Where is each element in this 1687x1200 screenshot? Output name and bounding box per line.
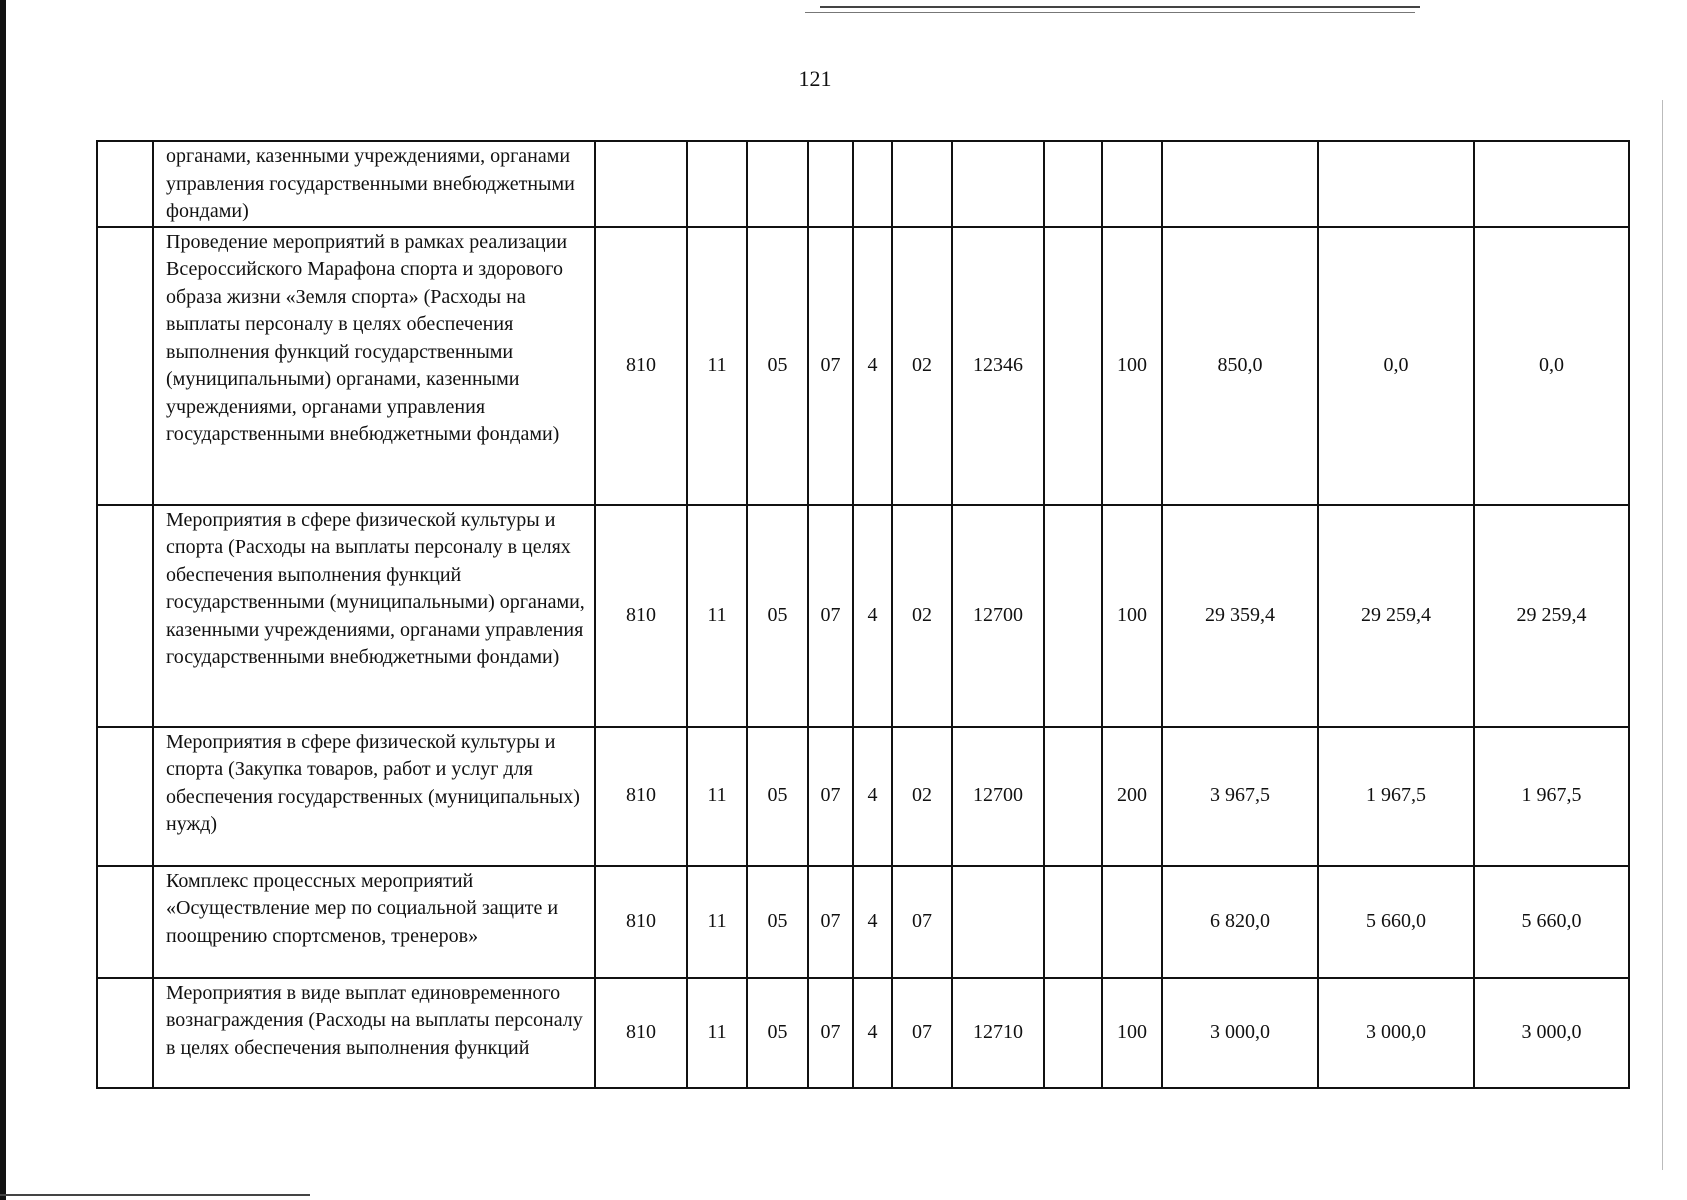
- table-row: [97, 141, 1629, 227]
- cell-expense-type: 100: [1102, 505, 1162, 727]
- cell-amount-2026: 29 259,4: [1474, 505, 1629, 727]
- cell-section: 11: [687, 227, 747, 505]
- cell-structural-element: 02: [892, 727, 952, 866]
- cell-admin-code: [595, 141, 687, 227]
- cell-program: [808, 141, 853, 227]
- cell-amount-2026: 3 000,0: [1474, 978, 1629, 1088]
- cell-subsection: 05: [747, 505, 808, 727]
- cell-admin-code: 810: [595, 727, 687, 866]
- cell-direction-sub: [1044, 727, 1102, 866]
- cell-section: 11: [687, 727, 747, 866]
- cell-expense-type: [1102, 866, 1162, 978]
- cell-subsection: 05: [747, 227, 808, 505]
- cell-program: 07: [808, 866, 853, 978]
- cell-structural-element: 07: [892, 866, 952, 978]
- cell-direction: 12346: [952, 227, 1044, 505]
- cell-amount-2025: 3 000,0: [1318, 978, 1474, 1088]
- cell-expense-type: [1102, 141, 1162, 227]
- cell-amount-2026: 1 967,5: [1474, 727, 1629, 866]
- cell-direction: [952, 866, 1044, 978]
- cell-subprogram-type: 4: [853, 227, 892, 505]
- cell-amount-2024: 850,0: [1162, 227, 1318, 505]
- cell-expense-type: 100: [1102, 978, 1162, 1088]
- scan-line-bottom: [0, 1194, 310, 1196]
- cell-subprogram-type: 4: [853, 505, 892, 727]
- cell-amount-2025: 29 259,4: [1318, 505, 1474, 727]
- row-index-cell: [97, 978, 153, 1088]
- page-number: 121: [798, 66, 832, 91]
- cell-amount-2025: [1318, 141, 1474, 227]
- cell-direction-sub: [1044, 141, 1102, 227]
- cell-program: 07: [808, 505, 853, 727]
- cell-program: 07: [808, 978, 853, 1088]
- row-index-cell: [97, 505, 153, 727]
- table-row: [97, 866, 1629, 978]
- cell-expense-type: 200: [1102, 727, 1162, 866]
- cell-subsection: 05: [747, 866, 808, 978]
- cell-program: 07: [808, 227, 853, 505]
- row-name-cell: Мероприятия в сфере физической культуры и спорта (Закупка товаров, работ и услуг для обеспечения государственных (муниципальных) нужд): [153, 727, 595, 866]
- cell-amount-2026: 0,0: [1474, 227, 1629, 505]
- cell-direction: 12710: [952, 978, 1044, 1088]
- cell-amount-2026: 5 660,0: [1474, 866, 1629, 978]
- budget-table: [96, 140, 1630, 1089]
- row-name-cell: Мероприятия в сфере физической культуры и спорта (Расходы на выплаты персоналу в целях обеспечения выполнения функций государственными (муниципальными) органами, казенными учреждениями, органами управления государственными внебюджетными фондами): [153, 505, 595, 727]
- cell-subprogram-type: 4: [853, 978, 892, 1088]
- cell-admin-code: 810: [595, 227, 687, 505]
- scan-line-top: [820, 6, 1420, 8]
- row-index-cell: [97, 141, 153, 227]
- cell-direction: 12700: [952, 727, 1044, 866]
- cell-section: 11: [687, 505, 747, 727]
- cell-structural-element: [892, 141, 952, 227]
- scan-line-top-secondary: [805, 12, 1415, 13]
- scan-border-left: [0, 0, 6, 1200]
- row-index-cell: [97, 866, 153, 978]
- cell-subprogram-type: [853, 141, 892, 227]
- cell-subsection: 05: [747, 727, 808, 866]
- cell-amount-2025: 5 660,0: [1318, 866, 1474, 978]
- table-row: [97, 227, 1629, 505]
- row-name-cell: Проведение мероприятий в рамках реализации Всероссийского Марафона спорта и здорового образа жизни «Земля спорта» (Расходы на выплаты персоналу в целях обеспечения выполнения функций государственными (муниципальными) органами, казенными учреждениями, органами управления государственными внебюджетными фондами): [153, 227, 595, 505]
- scan-line-right: [1662, 100, 1663, 1170]
- cell-direction: 12700: [952, 505, 1044, 727]
- cell-structural-element: 02: [892, 505, 952, 727]
- cell-section: 11: [687, 866, 747, 978]
- cell-amount-2024: 6 820,0: [1162, 866, 1318, 978]
- row-index-cell: [97, 727, 153, 866]
- table-row: [97, 505, 1629, 727]
- cell-amount-2024: 3 000,0: [1162, 978, 1318, 1088]
- cell-direction: [952, 141, 1044, 227]
- cell-amount-2024: [1162, 141, 1318, 227]
- table-body: [97, 141, 1629, 1088]
- cell-admin-code: 810: [595, 505, 687, 727]
- cell-direction-sub: [1044, 978, 1102, 1088]
- cell-subprogram-type: 4: [853, 866, 892, 978]
- cell-subsection: 05: [747, 978, 808, 1088]
- row-name-cell: органами, казенными учреждениями, органами управления государственными внебюджетными фондами): [153, 141, 595, 227]
- cell-amount-2025: 1 967,5: [1318, 727, 1474, 866]
- table-row: [97, 727, 1629, 866]
- cell-structural-element: 02: [892, 227, 952, 505]
- row-index-cell: [97, 227, 153, 505]
- table-row: [97, 978, 1629, 1088]
- cell-section: 11: [687, 978, 747, 1088]
- cell-direction-sub: [1044, 505, 1102, 727]
- cell-direction-sub: [1044, 227, 1102, 505]
- cell-structural-element: 07: [892, 978, 952, 1088]
- cell-amount-2026: [1474, 141, 1629, 227]
- cell-admin-code: 810: [595, 978, 687, 1088]
- cell-amount-2024: 29 359,4: [1162, 505, 1318, 727]
- cell-amount-2025: 0,0: [1318, 227, 1474, 505]
- cell-amount-2024: 3 967,5: [1162, 727, 1318, 866]
- cell-subsection: [747, 141, 808, 227]
- cell-direction-sub: [1044, 866, 1102, 978]
- cell-admin-code: 810: [595, 866, 687, 978]
- cell-subprogram-type: 4: [853, 727, 892, 866]
- cell-program: 07: [808, 727, 853, 866]
- cell-section: [687, 141, 747, 227]
- row-name-cell: Мероприятия в виде выплат единовременного вознаграждения (Расходы на выплаты персоналу в целях обеспечения выполнения функций: [153, 978, 595, 1088]
- row-name-cell: Комплекс процессных мероприятий «Осуществление мер по социальной защите и поощрению спортсменов, тренеров»: [153, 866, 595, 978]
- cell-expense-type: 100: [1102, 227, 1162, 505]
